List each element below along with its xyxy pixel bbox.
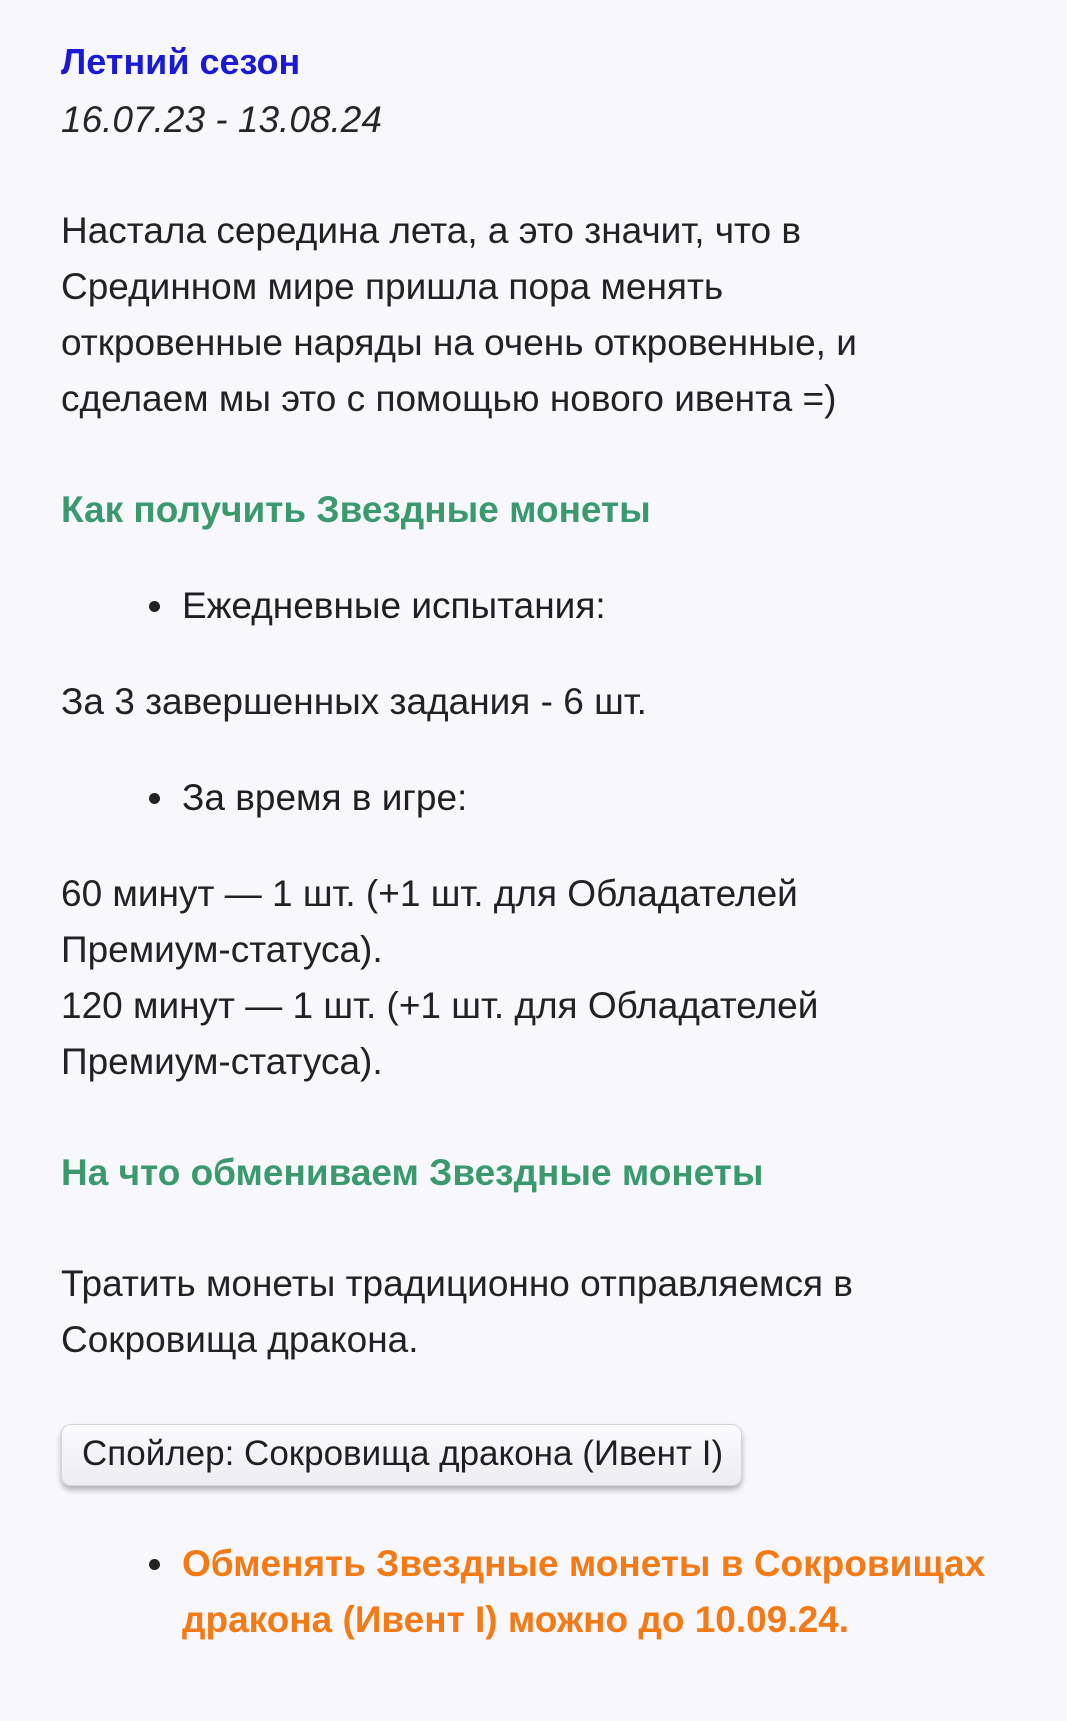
intro-line: Настала середина лета, а это значит, что в bbox=[61, 210, 802, 251]
time-reward-line: Премиум-статуса). bbox=[61, 1041, 383, 1082]
spoiler-container bbox=[61, 1424, 1027, 1486]
intro-paragraph bbox=[61, 203, 1027, 427]
list-item bbox=[149, 1536, 1027, 1648]
time-reward-line: 60 минут — 1 шт. (+1 шт. для Обладателей bbox=[61, 873, 798, 914]
daily-reward-text: За 3 завершенных задания - 6 шт. bbox=[61, 681, 647, 722]
exchange-heading: На что обмениваем Звездные монеты bbox=[61, 1152, 764, 1193]
time-bullet-list bbox=[61, 770, 1027, 826]
list-item bbox=[149, 578, 1027, 634]
intro-line: откровенные наряды на очень откровенные, и bbox=[61, 322, 857, 363]
deadline-line: дракона (Ивент I) можно до 10.09.24. bbox=[182, 1599, 850, 1640]
list-item bbox=[149, 770, 1027, 826]
bullet-icon bbox=[149, 1559, 160, 1570]
time-bullet-label: За время в игре: bbox=[182, 777, 468, 818]
article-content bbox=[61, 32, 1027, 1648]
season-title: Летний сезон bbox=[61, 41, 301, 82]
time-reward-line: Премиум-статуса). bbox=[61, 929, 383, 970]
time-reward-text bbox=[61, 866, 1027, 1090]
bullet-icon bbox=[149, 793, 160, 804]
deadline-bullet-list bbox=[61, 1536, 1027, 1648]
spoiler-button[interactable]: Спойлер: Сокровища дракона (Ивент I) bbox=[61, 1424, 742, 1486]
daily-bullet-label: Ежедневные испытания: bbox=[182, 585, 606, 626]
bullet-icon bbox=[149, 601, 160, 612]
exchange-text bbox=[61, 1256, 1027, 1368]
intro-line: Срединном мире пришла пора менять bbox=[61, 266, 724, 307]
exchange-line: Сокровища дракона. bbox=[61, 1319, 419, 1360]
deadline-line: Обменять Звездные монеты в Сокровищах bbox=[182, 1543, 986, 1584]
time-reward-line: 120 минут — 1 шт. (+1 шт. для Обладателей bbox=[61, 985, 819, 1026]
intro-line: сделаем мы это с помощью нового ивента =) bbox=[61, 378, 837, 419]
daily-bullet-list bbox=[61, 578, 1027, 634]
exchange-line: Тратить монеты традиционно отправляемся в bbox=[61, 1263, 853, 1304]
season-dates: 16.07.23 - 13.08.24 bbox=[61, 99, 382, 140]
how-to-get-heading: Как получить Звездные монеты bbox=[61, 489, 651, 530]
